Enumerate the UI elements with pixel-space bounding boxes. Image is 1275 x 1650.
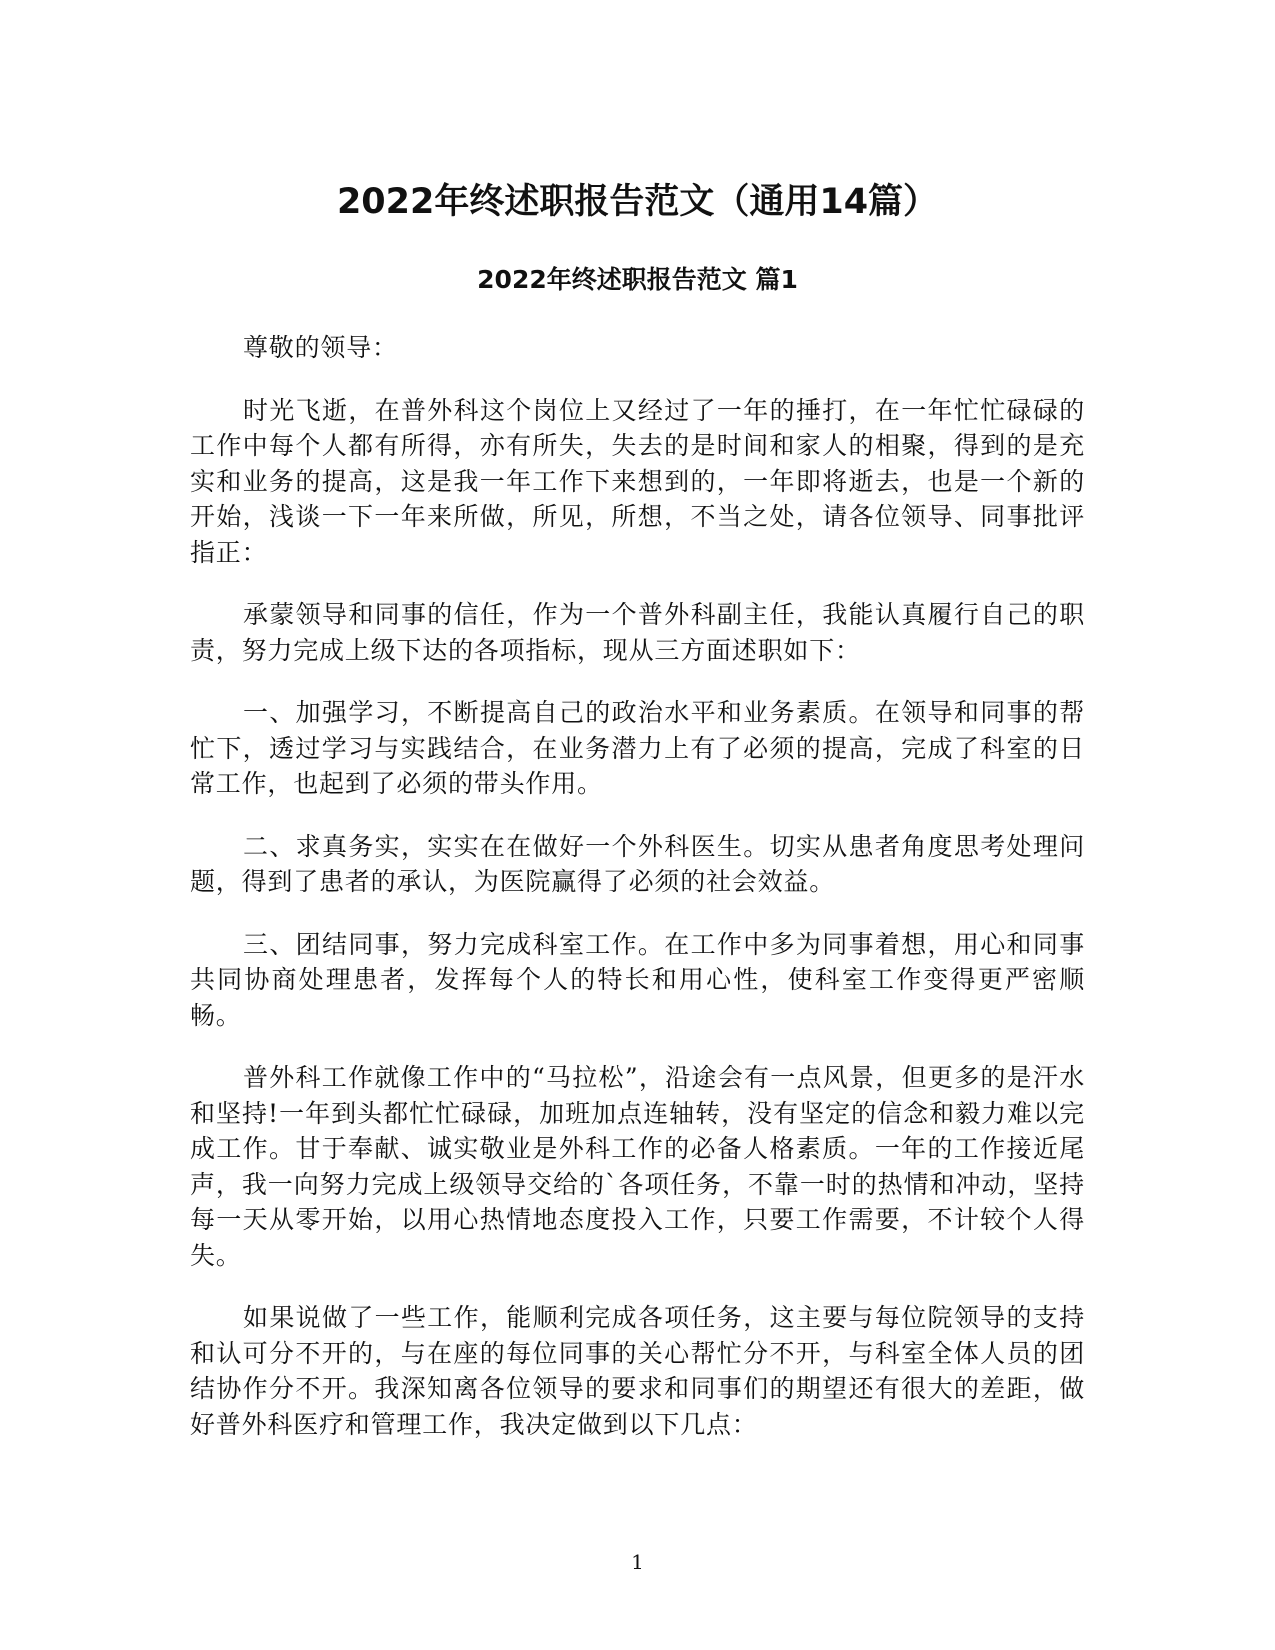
paragraph: 如果说做了一些工作，能顺利完成各项任务，这主要与每位院领导的支持和认可分不开的，与在座的每位同事的关心帮忙分不开，与科室全体人员的团结协作分不开。我深知离各位领导的要求和同事们的期望还有很大的差距，做好普外科医疗和管理工作，我决定做到以下几点： (190, 1303, 1085, 1439)
paragraph: 一、加强学习，不断提高自己的政治水平和业务素质。在领导和同事的帮忙下，透过学习与实践结合，在业务潜力上有了必须的提高，完成了科室的日常工作，也起到了必须的带头作用。 (190, 698, 1085, 798)
paragraph: 普外科工作就像工作中的“马拉松”，沿途会有一点风景，但更多的是汗水和坚持!一年到头都忙忙碌碌，加班加点连轴转，没有坚定的信念和毅力难以完成工作。甘于奉献、诚实敬业是外科工作的必备人格素质。一年的工作接近尾声，我一向努力完成上级领导交给的`各项任务，不靠一时的热情和冲动，坚持每一天从零开始，以用心热情地态度投入工作，只要工作需要，不计较个人得失。 (190, 1063, 1085, 1270)
paragraph: 三、团结同事，努力完成科室工作。在工作中多为同事着想，用心和同事共同协商处理患者，发挥每个人的特长和用心性，使科室工作变得更严密顺畅。 (190, 929, 1085, 1030)
salutation: 尊敬的领导： (243, 333, 398, 362)
paragraph: 时光飞逝，在普外科这个岗位上又经过了一年的捶打，在一年忙忙碌碌的工作中每个人都有所得，亦有所失，失去的是时间和家人的相聚，得到的是充实和业务的提高，这是我一年工作下来想到的，一年即将逝去，也是一个新的开始，浅谈一下一年来所做，所见，所想，不当之处，请各位领导、同事批评指正： (190, 395, 1085, 567)
page-number: 1 (631, 1550, 644, 1574)
paragraph: 承蒙领导和同事的信任，作为一个普外科副主任，我能认真履行自己的职责，努力完成上级下达的各项指标，现从三方面述职如下： (190, 600, 1085, 665)
document-title: 2022年终述职报告范文（通用14篇） (336, 182, 939, 222)
body-text (190, 330, 1085, 1469)
section-title: 2022年终述职报告范文 篇1 (477, 265, 798, 294)
paragraph: 二、求真务实，实实在在做好一个外科医生。切实从患者角度思考处理问题，得到了患者的承认，为医院赢得了必须的社会效益。 (190, 831, 1085, 896)
